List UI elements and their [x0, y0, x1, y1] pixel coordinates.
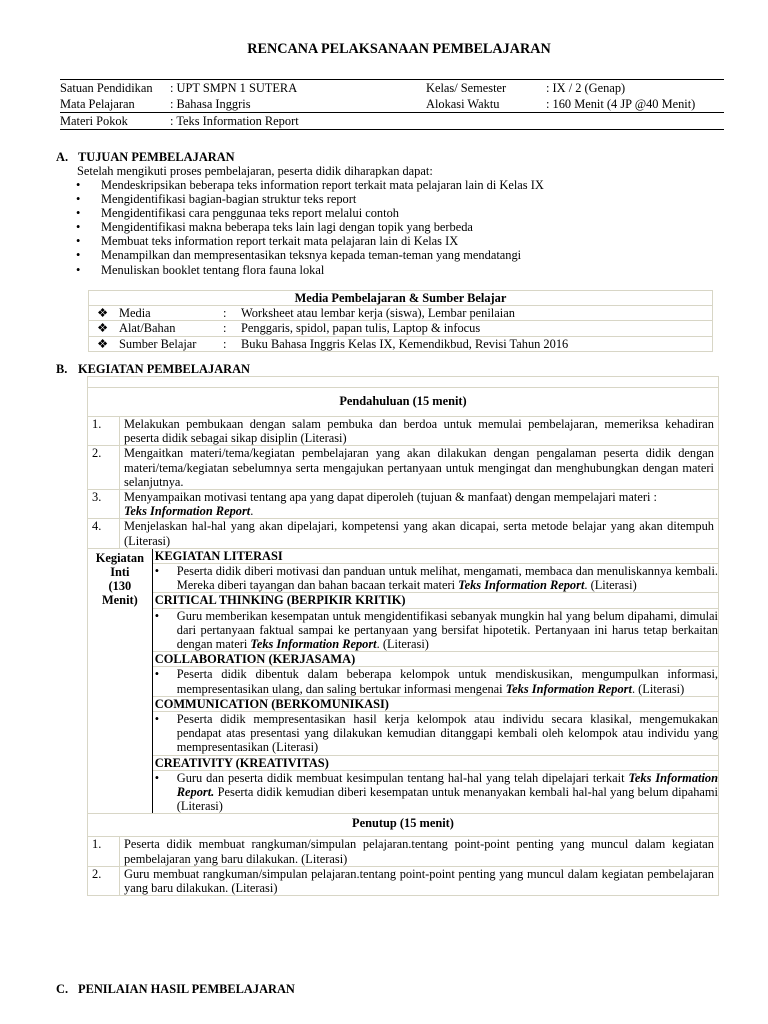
table-row: ❖ Sumber Belajar : Buku Bahasa Inggris Kelas IX, Kemendikbud, Revisi Tahun 2016: [89, 336, 713, 351]
bullet-icon: •: [76, 220, 81, 235]
table-row: 3. Menyampaikan motivasi tentang apa yang dapat diperoleh (tujuan & manfaat) dengan mempelajari materi : Teks Information Report.: [88, 490, 719, 519]
block-heading: COMMUNICATION (BERKOMUNIKASI): [153, 697, 718, 712]
bullet-icon: •: [76, 248, 81, 263]
bullet-icon: •: [154, 770, 160, 785]
table-row: 2. Guru membuat rangkuman/simpulan pelajaran.tentang point-point penting yang muncul dalam kegiatan pembelajaran yang baru dilakukan. (Literasi): [88, 866, 719, 895]
identity-value: : IX / 2 (Genap): [546, 80, 724, 97]
list-item: • Peserta didik diberi motivasi dan panduan untuk melihat, mengamati, membaca dan menuliskannya kembali. Mereka diberi tayangan dan bahan bacaan terkait materi Teks Information Report. (Literasi): [154, 564, 718, 593]
list-item: • Menampilkan dan mempresentasikan teksnya kepada teman-teman yang mendatangi: [76, 248, 522, 263]
bullet-icon: •: [76, 262, 81, 277]
bullet-icon: •: [76, 206, 81, 221]
section-number: A.: [56, 150, 69, 164]
identity-row: [60, 80, 724, 97]
identity-table: [60, 79, 724, 130]
list-item: • Mendeskripsikan beberapa teks information report terkait mata pelajaran lain di Kelas IX: [76, 178, 544, 192]
list-item: • Guru memberikan kesempatan untuk mengidentifikasi sebanyak mungkin hal yang belum dipahami, dimulai dari pertanyaan faktual sampai ke pertanyaan yang bersifat hipotetik. Pertanyaan ini harus tetap berkaitan dengan materi Teks Information Report. (Literasi): [154, 608, 718, 652]
activities-table: [87, 376, 719, 896]
block-heading: COLLABORATION (KERJASAMA): [153, 652, 718, 667]
identity-row: [60, 96, 724, 113]
identity-label: Mata Pelajaran: [60, 96, 170, 113]
identity-label: Satuan Pendidikan: [60, 80, 170, 97]
table-row: ❖ Alat/Bahan : Penggaris, spidol, papan tulis, Laptop & infocus: [89, 321, 713, 336]
table-row: 2. Mengaitkan materi/tema/kegiatan pembelajaran yang akan dilakukan dengan pengalaman peserta didik dengan materi/tema/kegiatan sebelumnya serta mengajukan pertanyaan untuk mengingat dan menghubungkan dengan materi selanjutnya.: [88, 446, 719, 490]
diamond-bullet-icon: ❖: [89, 321, 117, 336]
table-row: ❖ Media : Worksheet atau lembar kerja (siswa), Lembar penilaian: [89, 306, 713, 321]
table-row: 4. Menjelaskan hal-hal yang akan dipelajari, kompetensi yang akan dicapai, serta metode belajar yang akan ditempuh (Literasi): [88, 519, 719, 548]
identity-label: Materi Pokok: [60, 113, 170, 130]
block-heading: CREATIVITY (KREATIVITAS): [153, 756, 718, 771]
identity-label: Kelas/ Semester: [426, 80, 546, 97]
list-item: • Menuliskan booklet tentang flora fauna lokal: [76, 262, 325, 277]
section-b-heading: [56, 362, 250, 376]
identity-value: : Teks Information Report: [170, 113, 426, 130]
bullet-icon: •: [154, 712, 160, 727]
section-title: KEGIATAN PEMBELAJARAN: [78, 362, 250, 376]
bullet-icon: •: [76, 192, 81, 207]
section-number: B.: [56, 362, 68, 376]
bullet-icon: •: [154, 667, 160, 682]
list-item: • Guru dan peserta didik membuat kesimpulan tentang hal-hal yang telah dipelajari terkait Teks Information Report. Peserta didik kemudian diberi kesempatan untuk menanyakan kembali hal-hal yang belum dipahami (Literasi): [154, 770, 718, 814]
media-table: [88, 290, 713, 352]
section-c-heading: [56, 982, 295, 996]
pendahuluan-title: Pendahuluan (15 menit): [88, 388, 719, 417]
section-a-intro: Setelah mengikuti proses pembelajaran, peserta didik diharapkan dapat:: [77, 164, 433, 178]
kegiatan-inti-label: Kegiatan Inti (130 Menit): [88, 548, 153, 814]
bullet-icon: •: [76, 178, 81, 192]
block-heading: KEGIATAN LITERASI: [153, 549, 718, 564]
list-item: • Peserta didik dibentuk dalam beberapa kelompok untuk mendiskusikan, mengumpulkan informasi, mempresentasikan ulang, dan saling bertukar informasi mengenai Teks Information Report. (Literasi): [154, 667, 718, 696]
list-item: • Mengidentifikasi makna beberapa teks lain lagi dengan topik yang berbeda: [76, 220, 473, 235]
diamond-bullet-icon: ❖: [89, 306, 117, 321]
bullet-icon: •: [154, 564, 160, 579]
list-item: • Peserta didik mempresentasikan hasil kerja kelompok atau individu secara klasikal, mengemukakan pendapat atas presentasi yang dilakukan kemudian ditanggapi kembali oleh kelompok atau individu yang mempresentasikan (Literasi): [154, 712, 718, 755]
identity-value: : Bahasa Inggris: [170, 96, 426, 113]
table-row: 1. Melakukan pembukaan dengan salam pembuka dan berdoa untuk memulai pembelajaran, memeriksa kehadiran peserta didik sebagai sikap disiplin (Literasi): [88, 417, 719, 446]
identity-value: : UPT SMPN 1 SUTERA: [170, 80, 426, 97]
block-heading: CRITICAL THINKING (BERPIKIR KRITIK): [153, 593, 718, 608]
diamond-bullet-icon: ❖: [89, 336, 117, 351]
identity-value: : 160 Menit (4 JP @40 Menit): [546, 96, 724, 113]
list-item: • Mengidentifikasi cara penggunaa teks report melalui contoh: [76, 206, 399, 221]
list-item: • Membuat teks information report terkait mata pelajaran lain di Kelas IX: [76, 234, 459, 249]
section-title: PENILAIAN HASIL PEMBELAJARAN: [78, 982, 295, 996]
identity-row: [60, 113, 724, 130]
section-title: TUJUAN PEMBELAJARAN: [78, 150, 235, 164]
penutup-title: Penutup (15 menit): [88, 814, 719, 837]
table-row: [88, 548, 719, 814]
bullet-icon: •: [154, 608, 160, 623]
document-title: RENCANA PELAKSANAAN PEMBELAJARAN: [247, 41, 551, 57]
goals-list: [76, 178, 726, 277]
table-row: 1. Peserta didik membuat rangkuman/simpulan pelajaran.tentang point-point penting yang muncul dalam kegiatan pembelajaran yang baru dilakukan. (Literasi): [88, 837, 719, 866]
list-item: • Mengidentifikasi bagian-bagian struktur teks report: [76, 192, 357, 207]
section-number: C.: [56, 982, 69, 996]
identity-label: Alokasi Waktu: [426, 96, 546, 113]
bullet-icon: •: [76, 234, 81, 249]
section-a-heading: [56, 150, 235, 164]
media-table-title: Media Pembelajaran & Sumber Belajar: [89, 291, 713, 306]
